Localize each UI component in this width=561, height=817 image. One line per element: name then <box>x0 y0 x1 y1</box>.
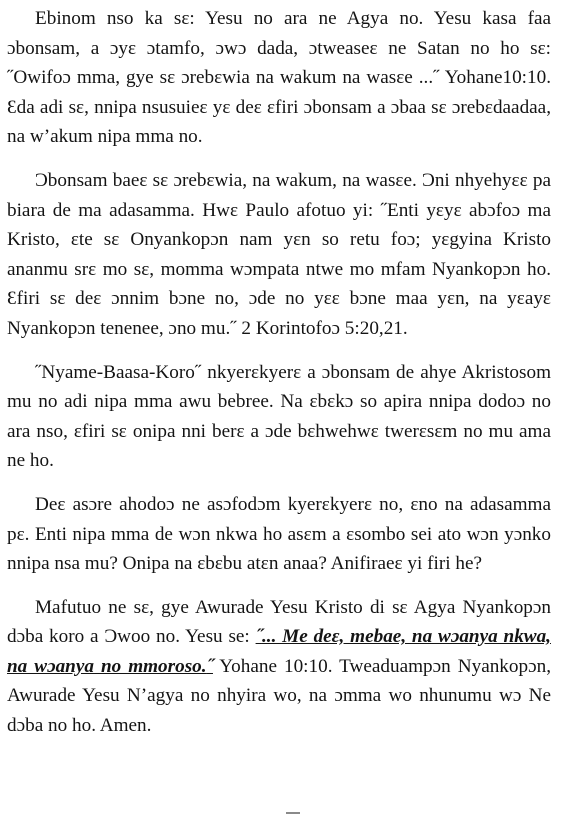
paragraph-4: Deɛ asɔre ahodoɔ ne asɔfodɔm kyerɛkyerɛ no, ɛno na adasamma pɛ. Enti nipa mma de wɔn nkwa ho asɛm a ɛsombo sei ato wɔn yɔnko nnipa nsa mu? Onipa na ɛbɛbu atɛn anaa? Anifiraeɛ yi firi he? <box>7 493 551 575</box>
quote-open-mark: ˝ <box>255 626 262 648</box>
paragraph-3: ˝Nyame-Baasa-Koro˝ nkyerɛkyerɛ a ɔbonsam de ahye Akristosom mu no adi nipa mma awu bebree. Na ɛbɛkɔ so apira nnipa dodoɔ no ara nso, ɛfiri sɛ onipa nni berɛ a ɔde bɛhwehwɛ twerɛsɛm no mu ama ne ho. <box>7 361 551 472</box>
page-bottom-mark <box>286 812 300 814</box>
paragraph-2: Ɔbonsam baeɛ sɛ ɔrebɛwia, na wakum, na wasɛe. Ɔni nhyehyɛɛ pa biara de ma adasamma. Hwɛ Paulo afotuo yi: ˝Enti yɛyɛ abɔfoɔ ma Kristo, ɛte sɛ Onyankopɔn nam yɛn so retu foɔ; yɛgyina Kristo ananmu srɛ mo sɛ, momma wɔmpata ntwe mo mfam Nyankopɔn ho. Ɛfiri sɛ deɛ ɔnnim bɔne no, ɔde no yɛɛ bɔne maa yɛn, na yɛayɛ Nyankopɔn tenenee, ɔno mu.˝ 2 Korintofoɔ 5:20,21. <box>7 169 551 339</box>
paragraph-1: Ebinom nso ka sɛ: Yesu no ara ne Agya no. Yesu kasa faa ɔbonsam, a ɔyɛ ɔtamfo, ɔwɔ dada, ɔtweaseɛ ne Satan no ho sɛ: ˝Owifoɔ mma, gye sɛ ɔrebɛwia na wakum na wasɛe ...˝ Yohane10:10. Ɛda adi sɛ, nnipa nsusuieɛ yɛ deɛ ɛfiri ɔbonsam a ɔbaa sɛ ɔrebɛdaadaa, na w’akum nipa mma no. <box>7 8 551 148</box>
paragraph-5 <box>7 593 551 741</box>
paragraph-5-closing: Yohane 10:10. Tweaduampɔn Nyankopɔn, Awurade Yesu N’agya no nhyira wo, na ɔmma wo nhunumu wɔ Ne dɔba no ho. Amen. <box>7 655 551 737</box>
quote-close-mark: ˝ <box>206 655 213 677</box>
paragraph-5-intro: Mafutuo ne sɛ, gye Awurade Yesu Kristo di sɛ Agya Nyankopɔn dɔba koro a Ɔwoo no. Yesu se: <box>7 596 551 648</box>
quote-text: ... Me deɛ, mebae, na wɔanya nkwa, na wɔanya no mmoroso. <box>7 626 551 677</box>
